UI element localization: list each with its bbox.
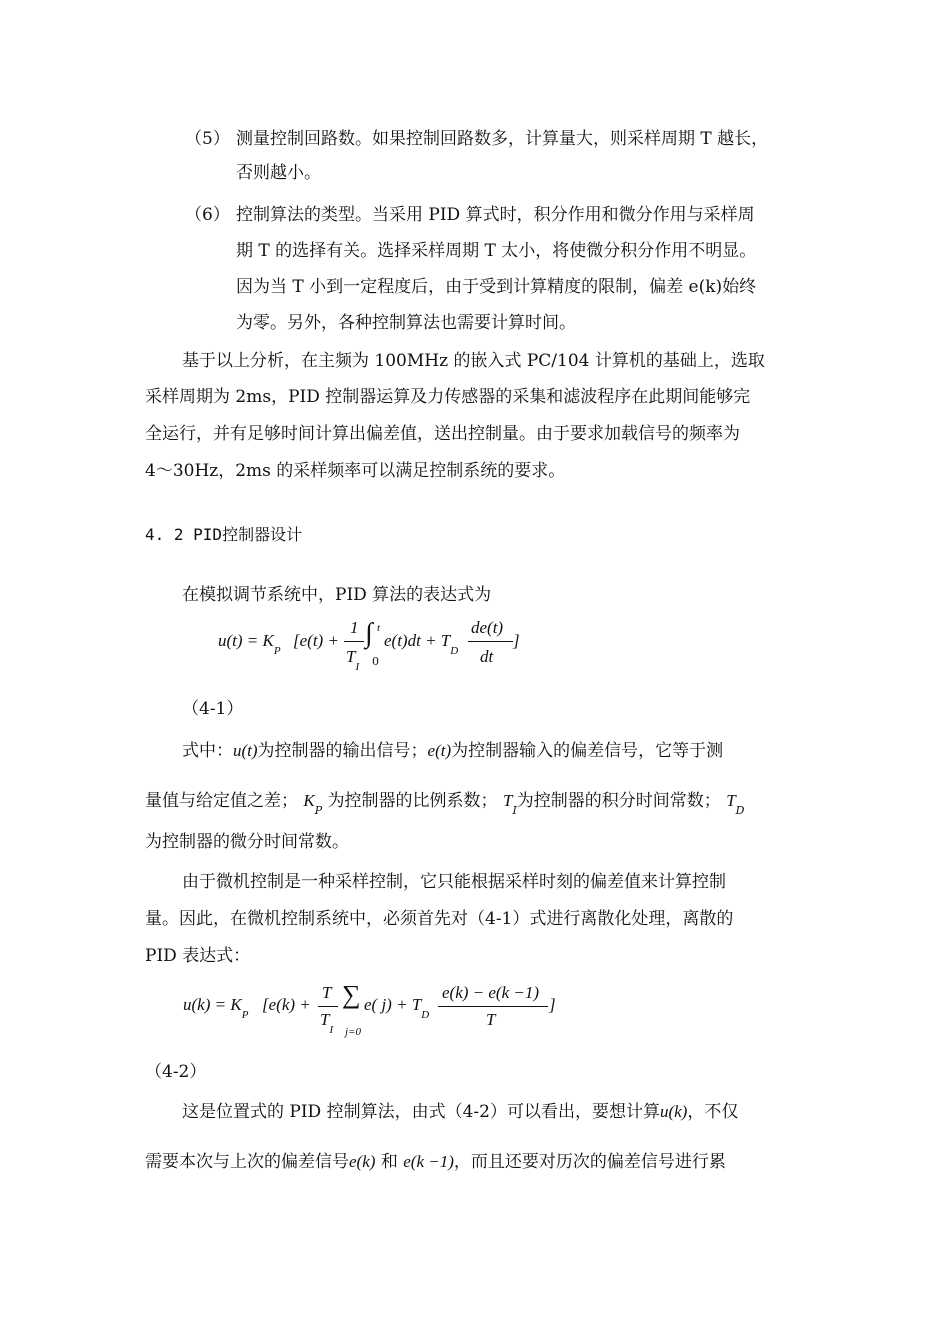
eq1-part2: $e(t)dt + T_D$ xyxy=(384,631,459,657)
eq2-close: ] xyxy=(549,995,556,1014)
item-5-number: （5） xyxy=(185,129,230,149)
eq1-lhs: $u(t) = K_P$ xyxy=(218,631,281,657)
item-5-line-2: 否则越小。 xyxy=(236,163,321,183)
eq1-close: ] xyxy=(513,631,520,650)
eq2-dfrac-den: T xyxy=(486,1010,496,1029)
eq2-sum-lower: j=0 xyxy=(345,1026,361,1038)
para1-line-2: 采样周期为 2ms，PID 控制器运算及力传感器的采集和滤波程序在此期间能够完 xyxy=(145,387,751,407)
eq2-frac-bar xyxy=(318,1006,338,1007)
para2-line-3: 为控制器的微分时间常数。 xyxy=(145,832,349,852)
item-6-number: （6） xyxy=(185,205,230,225)
para4-line-1: 这是位置式的 PID 控制算法，由式（4-2）可以看出，要想计算u(k)，不仅 xyxy=(182,1102,739,1122)
item-5-line-1: 测量控制回路数。如果控制回路数多，计算量大，则采样周期 T 越长， xyxy=(236,129,769,149)
equation-4-2-label: （4-2） xyxy=(145,1062,207,1082)
para1-line-4: 4～30Hz，2ms 的采样频率可以满足控制系统的要求。 xyxy=(145,461,566,481)
para2-line-2: 量值与给定值之差； $K_P$ 为控制器的比例系数； $T_I$为控制器的积分时间常数； $T_D$ xyxy=(145,791,745,817)
item-6-line-3: 因为当 T 小到一定程度后，由于受到计算精度的限制，偏差 e(k)始终 xyxy=(236,277,757,297)
para1-line-3: 全运行，并有足够时间计算出偏差值，送出控制量。由于要求加载信号的频率为 xyxy=(145,424,740,444)
eq2-lhs: $u(k) = K_P$ xyxy=(183,995,249,1021)
para2-line-1: 式中：u(t)为控制器的输出信号；e(t)为控制器输入的偏差信号，它等于测 xyxy=(182,741,724,761)
item-6-line-2: 期 T 的选择有关。选择采样周期 T 太小，将使微分积分作用不明显。 xyxy=(236,241,757,261)
para3-line-1: 由于微机控制是一种采样控制，它只能根据采样时刻的偏差值来计算控制 xyxy=(182,872,726,892)
eq1-frac-den: $T_I$ xyxy=(346,647,360,673)
eq1-part1: [e(t) + xyxy=(293,631,339,650)
item-6-line-4: 为零。另外，各种控制算法也需要计算时间。 xyxy=(236,313,576,333)
eq2-frac-den: $T_I$ xyxy=(320,1010,334,1036)
para1-line-1: 基于以上分析，在主频为 100MHz 的嵌入式 PC/104 计算机的基础上，选取 xyxy=(182,351,765,371)
para4-line-2: 需要本次与上次的偏差信号e(k) 和 e(k −1)，而且还要对历次的偏差信号进行累 xyxy=(145,1152,726,1172)
eq2-dfrac-num: e(k) − e(k −1) xyxy=(442,983,540,1002)
eq1-dfrac-num: de(t) xyxy=(471,618,504,637)
eq1-dfrac-den: dt xyxy=(480,647,494,666)
intro-text: 在模拟调节系统中，PID 算法的表达式为 xyxy=(182,585,492,605)
eq2-dfrac-bar xyxy=(438,1006,548,1007)
equation-4-1-label: （4-1） xyxy=(182,699,244,719)
section-heading: 4. 2 PID控制器设计 xyxy=(145,525,303,544)
eq1-integral-sign: ∫ xyxy=(365,618,373,649)
eq1-int-lower: 0 xyxy=(372,655,379,668)
item-6-line-1: 控制算法的类型。当采用 PID 算式时，积分作用和微分作用与采样周 xyxy=(236,205,755,225)
eq1-int-upper: t xyxy=(377,622,381,634)
eq1-dfrac-bar xyxy=(468,641,513,642)
eq2-frac-num: T xyxy=(322,983,332,1002)
eq2-part2: e( $j) + T_D$ xyxy=(364,995,430,1021)
eq2-sum-sign: ∑ xyxy=(342,980,361,1009)
para3-line-3: PID 表达式： xyxy=(145,946,251,966)
eq2-part1: [e(k) + xyxy=(262,995,311,1014)
eq1-frac-num: 1 xyxy=(350,618,359,637)
para3-line-2: 量。因此，在微机控制系统中，必须首先对（4-1）式进行离散化处理，离散的 xyxy=(145,909,734,929)
eq1-frac-bar xyxy=(344,641,364,642)
